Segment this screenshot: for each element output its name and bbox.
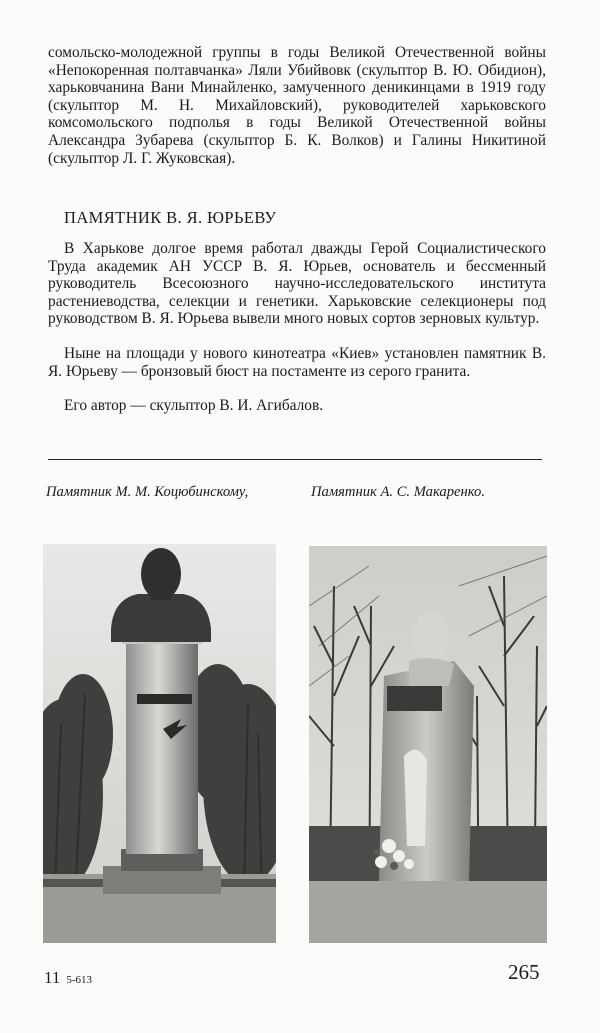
- signature-code: 5-613: [66, 974, 93, 986]
- body-paragraph: Его автор — скульптор В. И. Агибалов.: [64, 397, 324, 414]
- printer-signature-mark: [44, 968, 92, 988]
- signature-number: 11: [44, 968, 61, 987]
- photo-makarenko-monument: [309, 546, 547, 943]
- photo-caption-left: Памятник М. М. Коцюбинскому,: [46, 484, 249, 500]
- photo-caption-right: Памятник А. С. Макаренко.: [311, 484, 485, 500]
- page-number: 265: [508, 960, 540, 984]
- body-paragraph: сомольско-молодежной группы в годы Великой Отечественной войны «Непокоренная полтавчанка» Ляли Убийвовк (скульптор В. Ю. Обидион), харьковчанина Вани Минайленко, замученного деникинцами в 1919 году (скульптор М. Н. Михайловский), руководителей харьковского комсомольского подполья в годы Великой Отечественной войны Александра Зубарева (скульптор Б. К. Волков) и Галины Никитиной (скульптор Л. Г. Жуковская).: [48, 44, 546, 167]
- monument-photo-illustration: [309, 546, 547, 943]
- section-heading: ПАМЯТНИК В. Я. ЮРЬЕВУ: [64, 208, 277, 227]
- body-paragraph: В Харькове долгое время работал дважды Герой Социалистического Труда академик АН УССР В. Я. Юрьев, основатель и бессменный руководитель Всесоюзного научно-исследовательского института растениеводства, селекции и генетики. Харьковские селекционеры под руководством В. Я. Юрьева вывели много новых сортов зерновых культур.: [48, 240, 546, 328]
- body-paragraph: Ныне на площади у нового кинотеатра «Киев» установлен памятник В. Я. Юрьеву — бронзовый бюст на постаменте из серого гранита.: [48, 345, 546, 380]
- horizontal-rule: [48, 459, 542, 460]
- photo-kotsiubynsky-monument: [43, 544, 276, 943]
- monument-photo-illustration: [43, 544, 276, 943]
